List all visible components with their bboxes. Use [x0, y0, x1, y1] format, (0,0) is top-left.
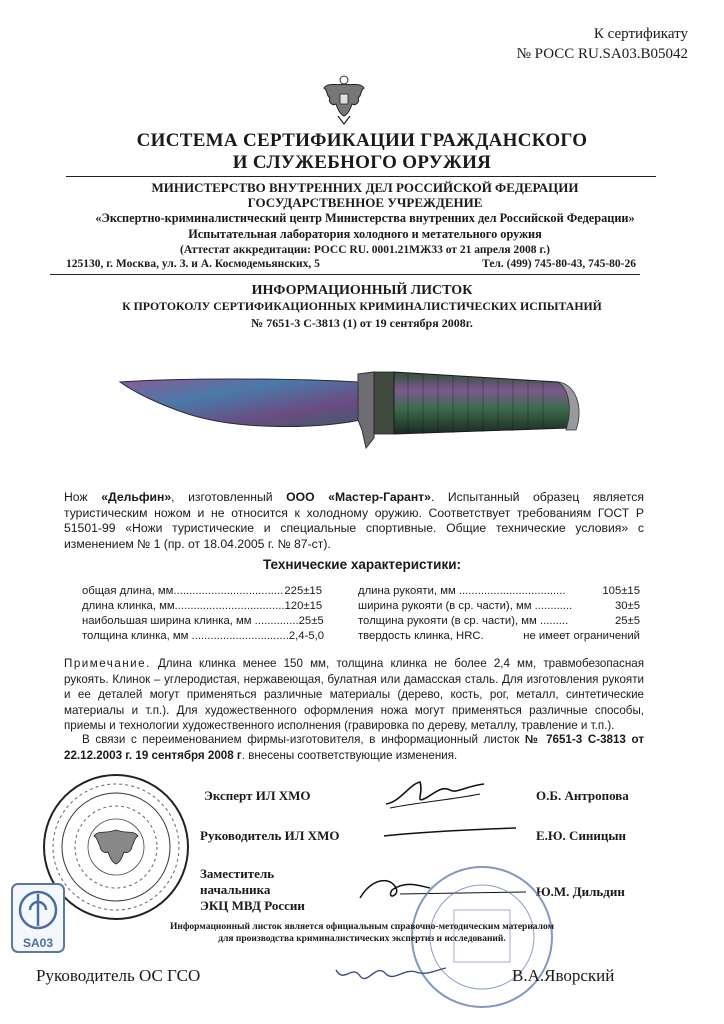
signature-role-head: Руководитель ИЛ ХМО — [200, 828, 340, 843]
signature-role-deputy: Заместитель начальника ЭКЦ МВД России — [200, 866, 305, 913]
divider — [66, 176, 656, 177]
bottom-name: В.А.Яворский — [512, 966, 615, 985]
description-text: . Испытанный образец является туристическим ножом и не относится к холодному оружию. Соответствует требованиям ГОСТ Р 51501-99 «Ножи туристические и специальные спортивные. Общие технические условия» с изменением № 1 (пр. от 18.04.2005 г. № 87-ст). — [64, 490, 644, 551]
signature-role-expert: Эксперт ИЛ ХМО — [204, 788, 311, 803]
certificate-reference — [517, 24, 688, 64]
spec-row — [358, 584, 640, 599]
spec-value: 225±15 — [284, 585, 322, 597]
signature-name-expert: О.Б. Антропова — [536, 788, 629, 803]
spec-row — [358, 629, 640, 644]
laboratory-name: Испытательная лаборатория холодного и метательного оружия — [188, 227, 542, 241]
center-name: «Экспертно-криминалистический центр Министерства внутренних дел Российской Федерации» — [95, 211, 635, 225]
knife-image — [118, 360, 602, 452]
manufacturer-name: ООО «Мастер-Гарант» — [286, 490, 431, 504]
spec-label: ширина рукояти (в ср. части), мм ............ — [358, 600, 573, 612]
protocol-number: № 7651-3 С-3813 (1) от 19 сентября 2008г. — [251, 316, 473, 330]
specs-heading: Технические характеристики: — [262, 557, 462, 572]
spec-row — [82, 599, 322, 614]
product-name: «Дельфин» — [101, 490, 172, 504]
spec-value: 2,4-5,0 — [288, 630, 325, 642]
spec-row — [82, 584, 322, 599]
spec-label: толщина клинка, мм ............................... — [82, 630, 289, 642]
document-title: ИНФОРМАЦИОННЫЙ ЛИСТОК — [251, 283, 473, 298]
address: 125130, г. Москва, ул. З. и А. Космодемьянских, 5 — [66, 258, 320, 270]
spec-value: 30±5 — [614, 600, 640, 612]
footnote — [60, 921, 664, 945]
ministry-name: МИНИСТЕРСТВО ВНУТРЕННИХ ДЕЛ РОССИЙСКОЙ ФЕДЕРАЦИИ — [151, 180, 579, 195]
spec-row — [82, 629, 325, 644]
system-title-line1: СИСТЕМА СЕРТИФИКАЦИИ ГРАЖДАНСКОГО — [136, 130, 588, 151]
spec-label: длина рукояти, мм .................................. — [358, 585, 566, 597]
handwritten-signature — [330, 954, 450, 990]
logo-code: SA03 — [22, 936, 54, 950]
note-text: Длина клинка менее 150 мм, толщина клинка не более 2,4 мм, травмобезопасная рукоять. Клинок – углеродистая, нержавеющая, булатная или дамасская сталь. Для изготовления рукояти и ее деталей могут применяться различные материалы (дерево, кость, рог, металл, синтетические материалы и т.п.). Для художественного оформления ножа могут применяться различные способы, приемы и технологии художественного исполнения (гравировка по дереву, металлу, травление и т.п.). — [64, 657, 644, 732]
spec-value: не имеет ограничений — [523, 630, 640, 642]
footnote-line2: для производства криминалистических экспертиз и исследований. — [218, 934, 506, 944]
spec-value: 25±5 — [614, 615, 640, 627]
note-label: Примечание. — [64, 657, 151, 670]
signature-name-head: Е.Ю. Синицын — [536, 828, 627, 843]
description-text: , изготовленный — [171, 490, 287, 504]
institution-type: ГОСУДАРСТВЕННОЕ УЧРЕЖДЕНИЕ — [247, 195, 483, 210]
rename-paragraph — [64, 732, 644, 763]
rename-text: В связи с переименованием фирмы-изготовителя, в информационный листок — [82, 733, 526, 746]
rename-text: . внесены соответствующие изменения. — [241, 748, 458, 762]
spec-label: длина клинка, мм................................... — [82, 600, 285, 612]
document-subtitle: К ПРОТОКОЛУ СЕРТИФИКАЦИОННЫХ КРИМИНАЛИСТИЧЕСКИХ ИСПЫТАНИЙ — [122, 299, 602, 313]
bottom-role: Руководитель ОС ГСО — [36, 966, 201, 985]
system-title-line2: И СЛУЖЕБНОГО ОРУЖИЯ — [232, 152, 492, 173]
note-paragraph — [64, 656, 644, 734]
spec-value: 120±15 — [284, 600, 323, 612]
spec-row — [82, 614, 322, 629]
spec-label: общая длина, мм................................... — [82, 585, 284, 597]
specs-right-column — [358, 584, 640, 644]
description-text: Нож — [64, 490, 102, 504]
phone: Тел. (499) 745-80-43, 745-80-26 — [482, 258, 636, 270]
certificate-number: № РОСС RU.SA03.B05042 — [516, 46, 688, 62]
system-title — [0, 130, 724, 174]
spec-row — [358, 599, 640, 614]
description-paragraph — [64, 490, 644, 552]
handwritten-signature — [380, 776, 490, 812]
previous-document-ref: № 7651-3 С-3813 от 22.12.2003 г. — [64, 733, 645, 762]
signature-name-deputy: Ю.М. Дильдин — [536, 884, 625, 899]
divider — [50, 274, 640, 275]
spec-value: 25±5 — [298, 615, 324, 627]
specs-left-column — [82, 584, 325, 644]
handwritten-signature — [380, 822, 520, 842]
spec-row — [358, 614, 640, 629]
spec-label: толщина рукояти (в ср. части), мм ......... — [358, 615, 569, 627]
double-headed-eagle-emblem — [322, 74, 366, 126]
spec-label: наибольшая ширина клинка, мм .............. — [82, 615, 299, 627]
accreditation: (Аттестат аккредитации: РОСС RU. 0001.21МЖ33 от 21 апреля 2008 г.) — [179, 244, 551, 256]
footnote-line1: Информационный листок является официальным справочно-методическим материалом — [169, 922, 555, 932]
certificate-reference-line1: К сертификату — [593, 26, 688, 42]
rename-date: 19 сентября 2008 г — [135, 748, 242, 762]
spec-label: твердость клинка, HRC. — [358, 630, 484, 642]
spec-value: 105±15 — [602, 585, 640, 597]
